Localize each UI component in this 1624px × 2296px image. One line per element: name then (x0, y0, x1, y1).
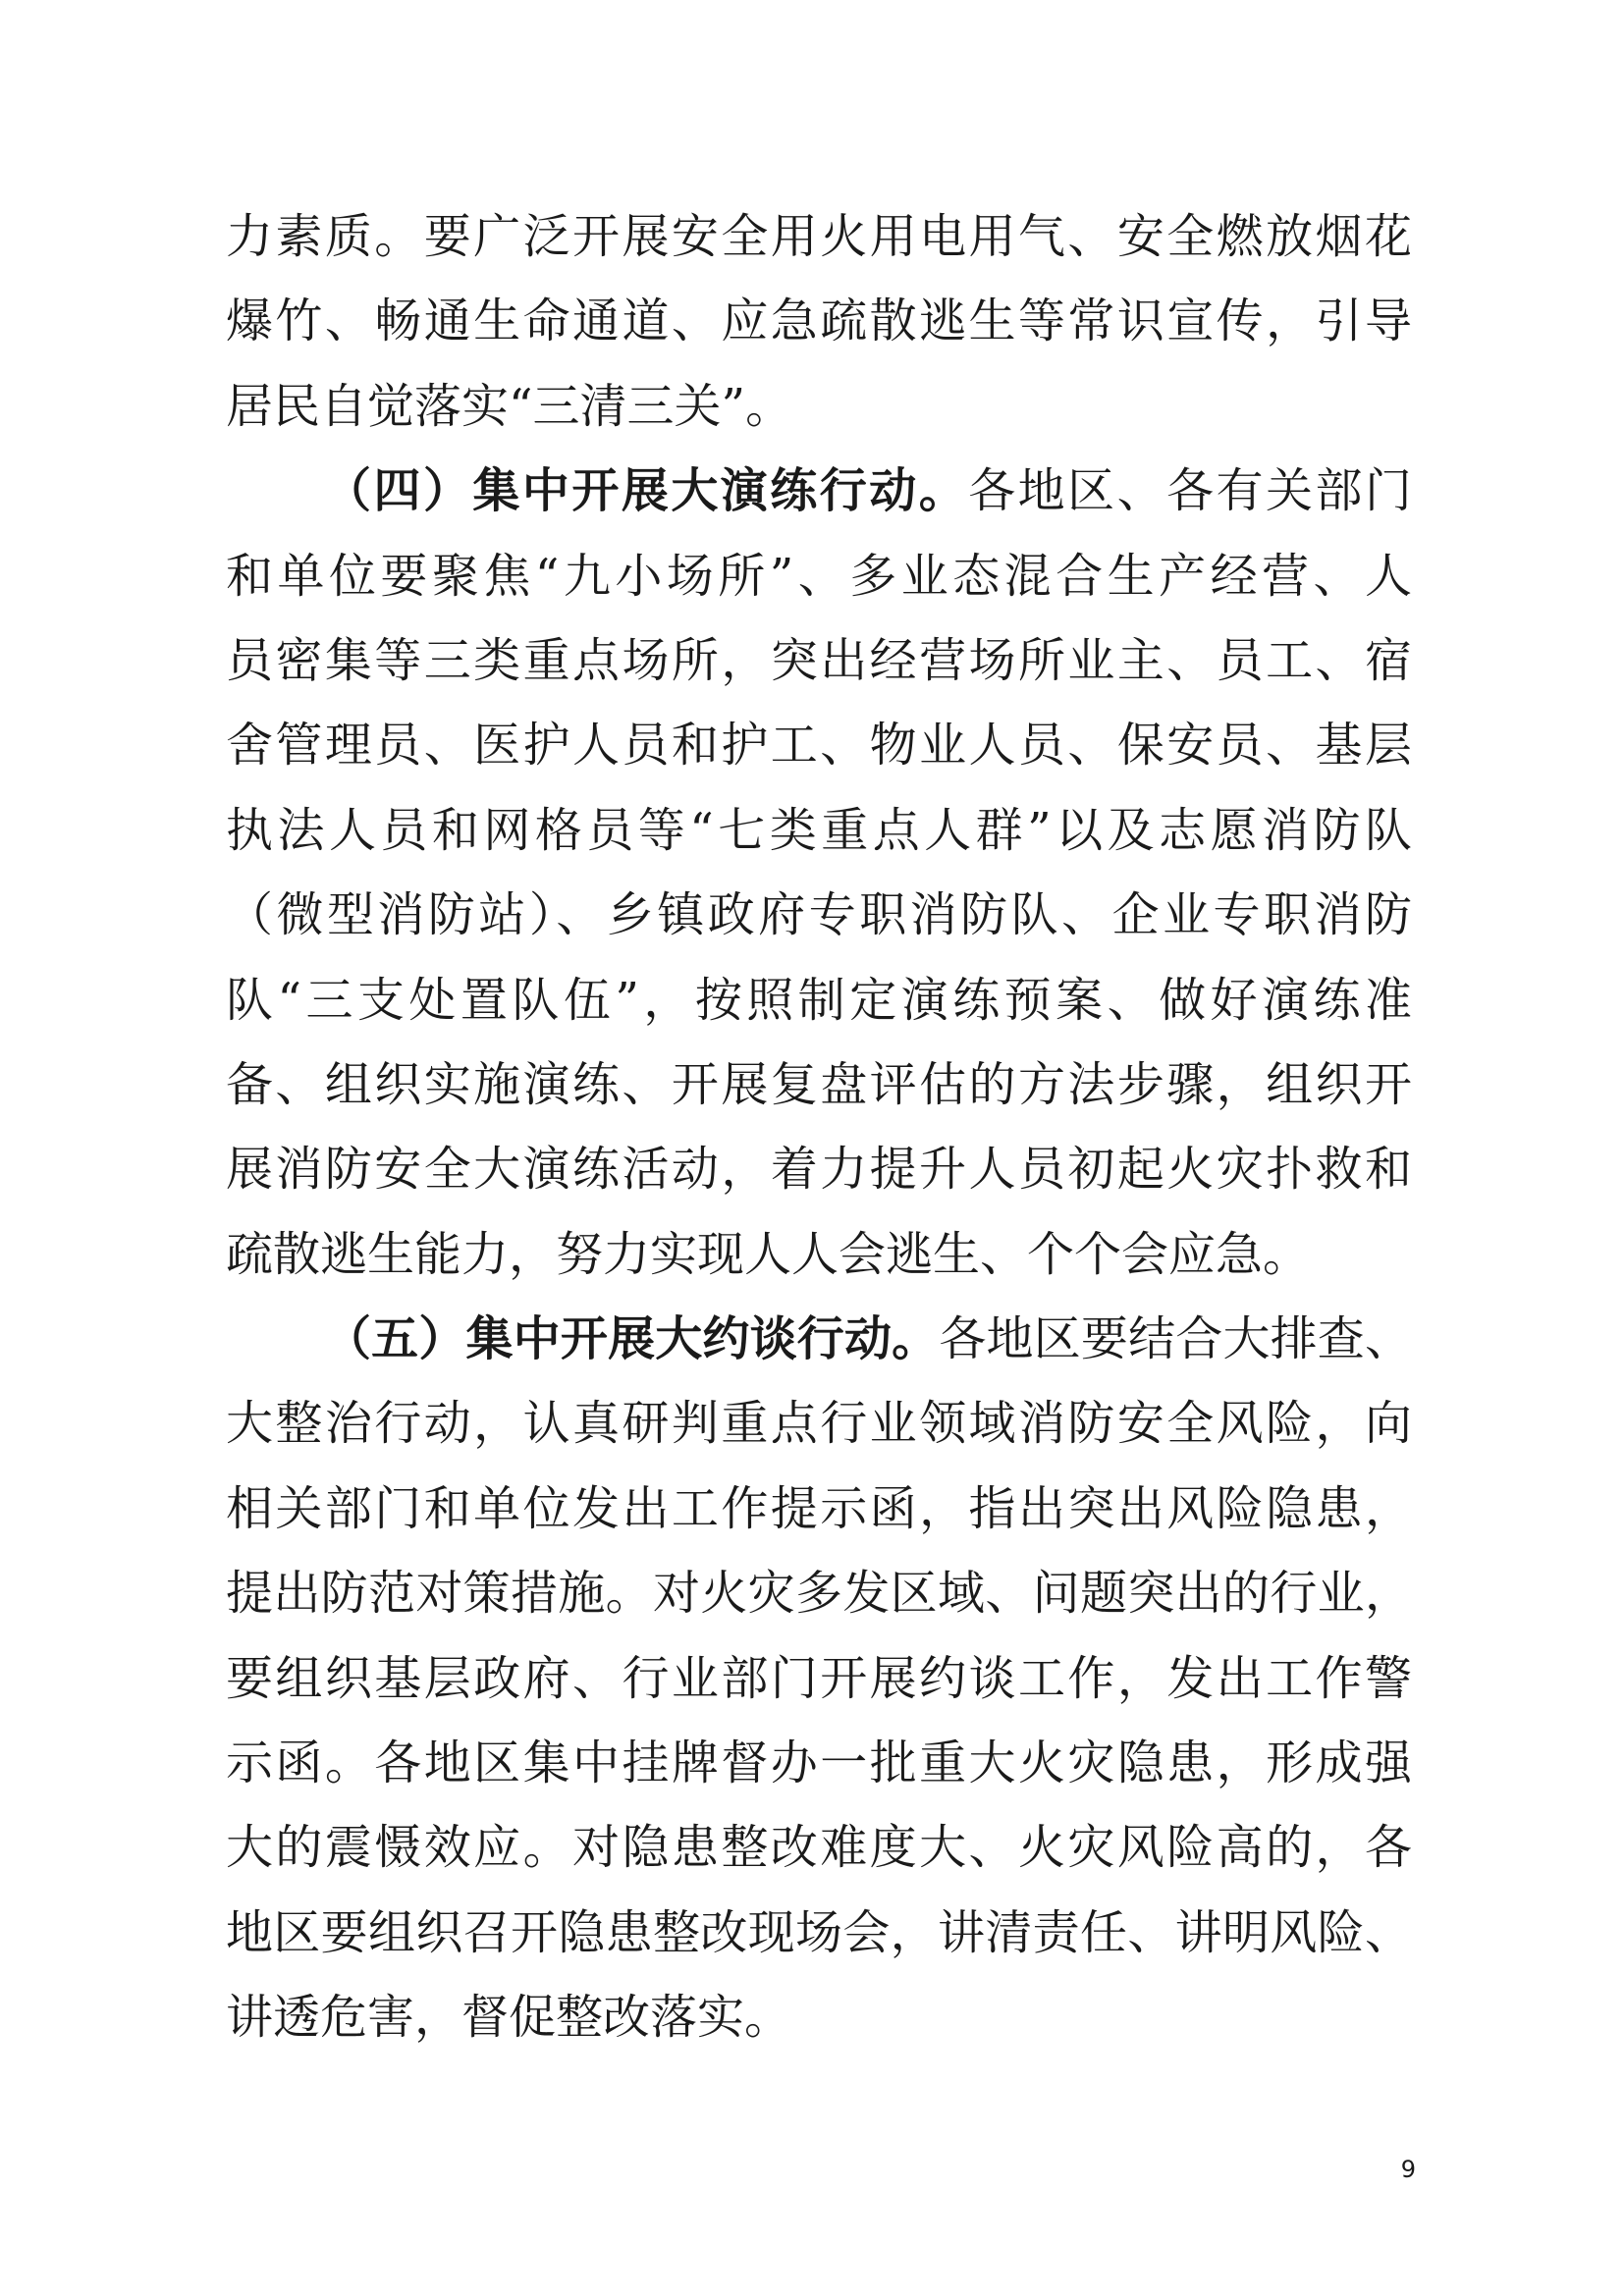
text-line: 示函。各地区集中挂牌督办一批重大火灾隐患，形成强 (226, 1735, 1412, 1791)
text-line: 舍管理员、医护人员和护工、物业人员、保安员、基层 (226, 718, 1412, 774)
section-heading-line (226, 1297, 1412, 1381)
text-line: 提出防范对策措施。对火灾多发区域、问题突出的行业， (226, 1566, 1412, 1622)
section-heading-line (226, 449, 1412, 533)
section-text: 各地区、各有关部门 (968, 463, 1412, 519)
text-line: 要组织基层政府、行业部门开展约谈工作，发出工作警 (226, 1650, 1412, 1706)
text-line: 疏散逃生能力，努力实现人人会逃生、个个会应急。 (226, 1226, 1311, 1282)
text-line: 讲透危害，督促整改落实。 (226, 1990, 792, 2046)
text-line: 备、组织实施演练、开展复盘评估的方法步骤，组织开 (226, 1056, 1412, 1112)
section-heading: （五）集中开展大约谈行动。 (324, 1311, 940, 1367)
text-line: 爆竹、畅通生命通道、应急疏散逃生等常识宣传，引导 (226, 294, 1412, 349)
section-text: 各地区要结合大排查、 (939, 1311, 1412, 1367)
text-line: 和单位要聚焦“九小场所”、多业态混合生产经营、人 (226, 548, 1412, 604)
text-line: 相关部门和单位发出工作提示函，指出突出风险隐患， (226, 1480, 1412, 1536)
section-heading: （四）集中开展大演练行动。 (324, 463, 969, 519)
text-line: 大的震慑效应。对隐患整改难度大、火灾风险高的，各 (226, 1820, 1412, 1876)
text-line: 执法人员和网格员等“七类重点人群”以及志愿消防队 (226, 802, 1412, 858)
body-text (226, 194, 1412, 2060)
text-line: （微型消防站）、乡镇政府专职消防队、企业专职消防 (226, 887, 1412, 943)
text-line: 居民自觉落实“三清三关”。 (226, 378, 793, 434)
text-line: 地区要组织召开隐患整改现场会，讲清责任、讲明风险、 (226, 1904, 1412, 1960)
text-line: 队“三支处置队伍”，按照制定演练预案、做好演练准 (226, 972, 1412, 1028)
page-number: 9 (1400, 2156, 1416, 2183)
text-line: 力素质。要广泛开展安全用火用电用气、安全燃放烟花 (226, 209, 1412, 264)
text-line: 大整治行动，认真研判重点行业领域消防安全风险，向 (226, 1396, 1412, 1452)
text-line: 员密集等三类重点场所，突出经营场所业主、员工、宿 (226, 632, 1412, 688)
text-line: 展消防安全大演练活动，着力提升人员初起火灾扑救和 (226, 1142, 1412, 1198)
